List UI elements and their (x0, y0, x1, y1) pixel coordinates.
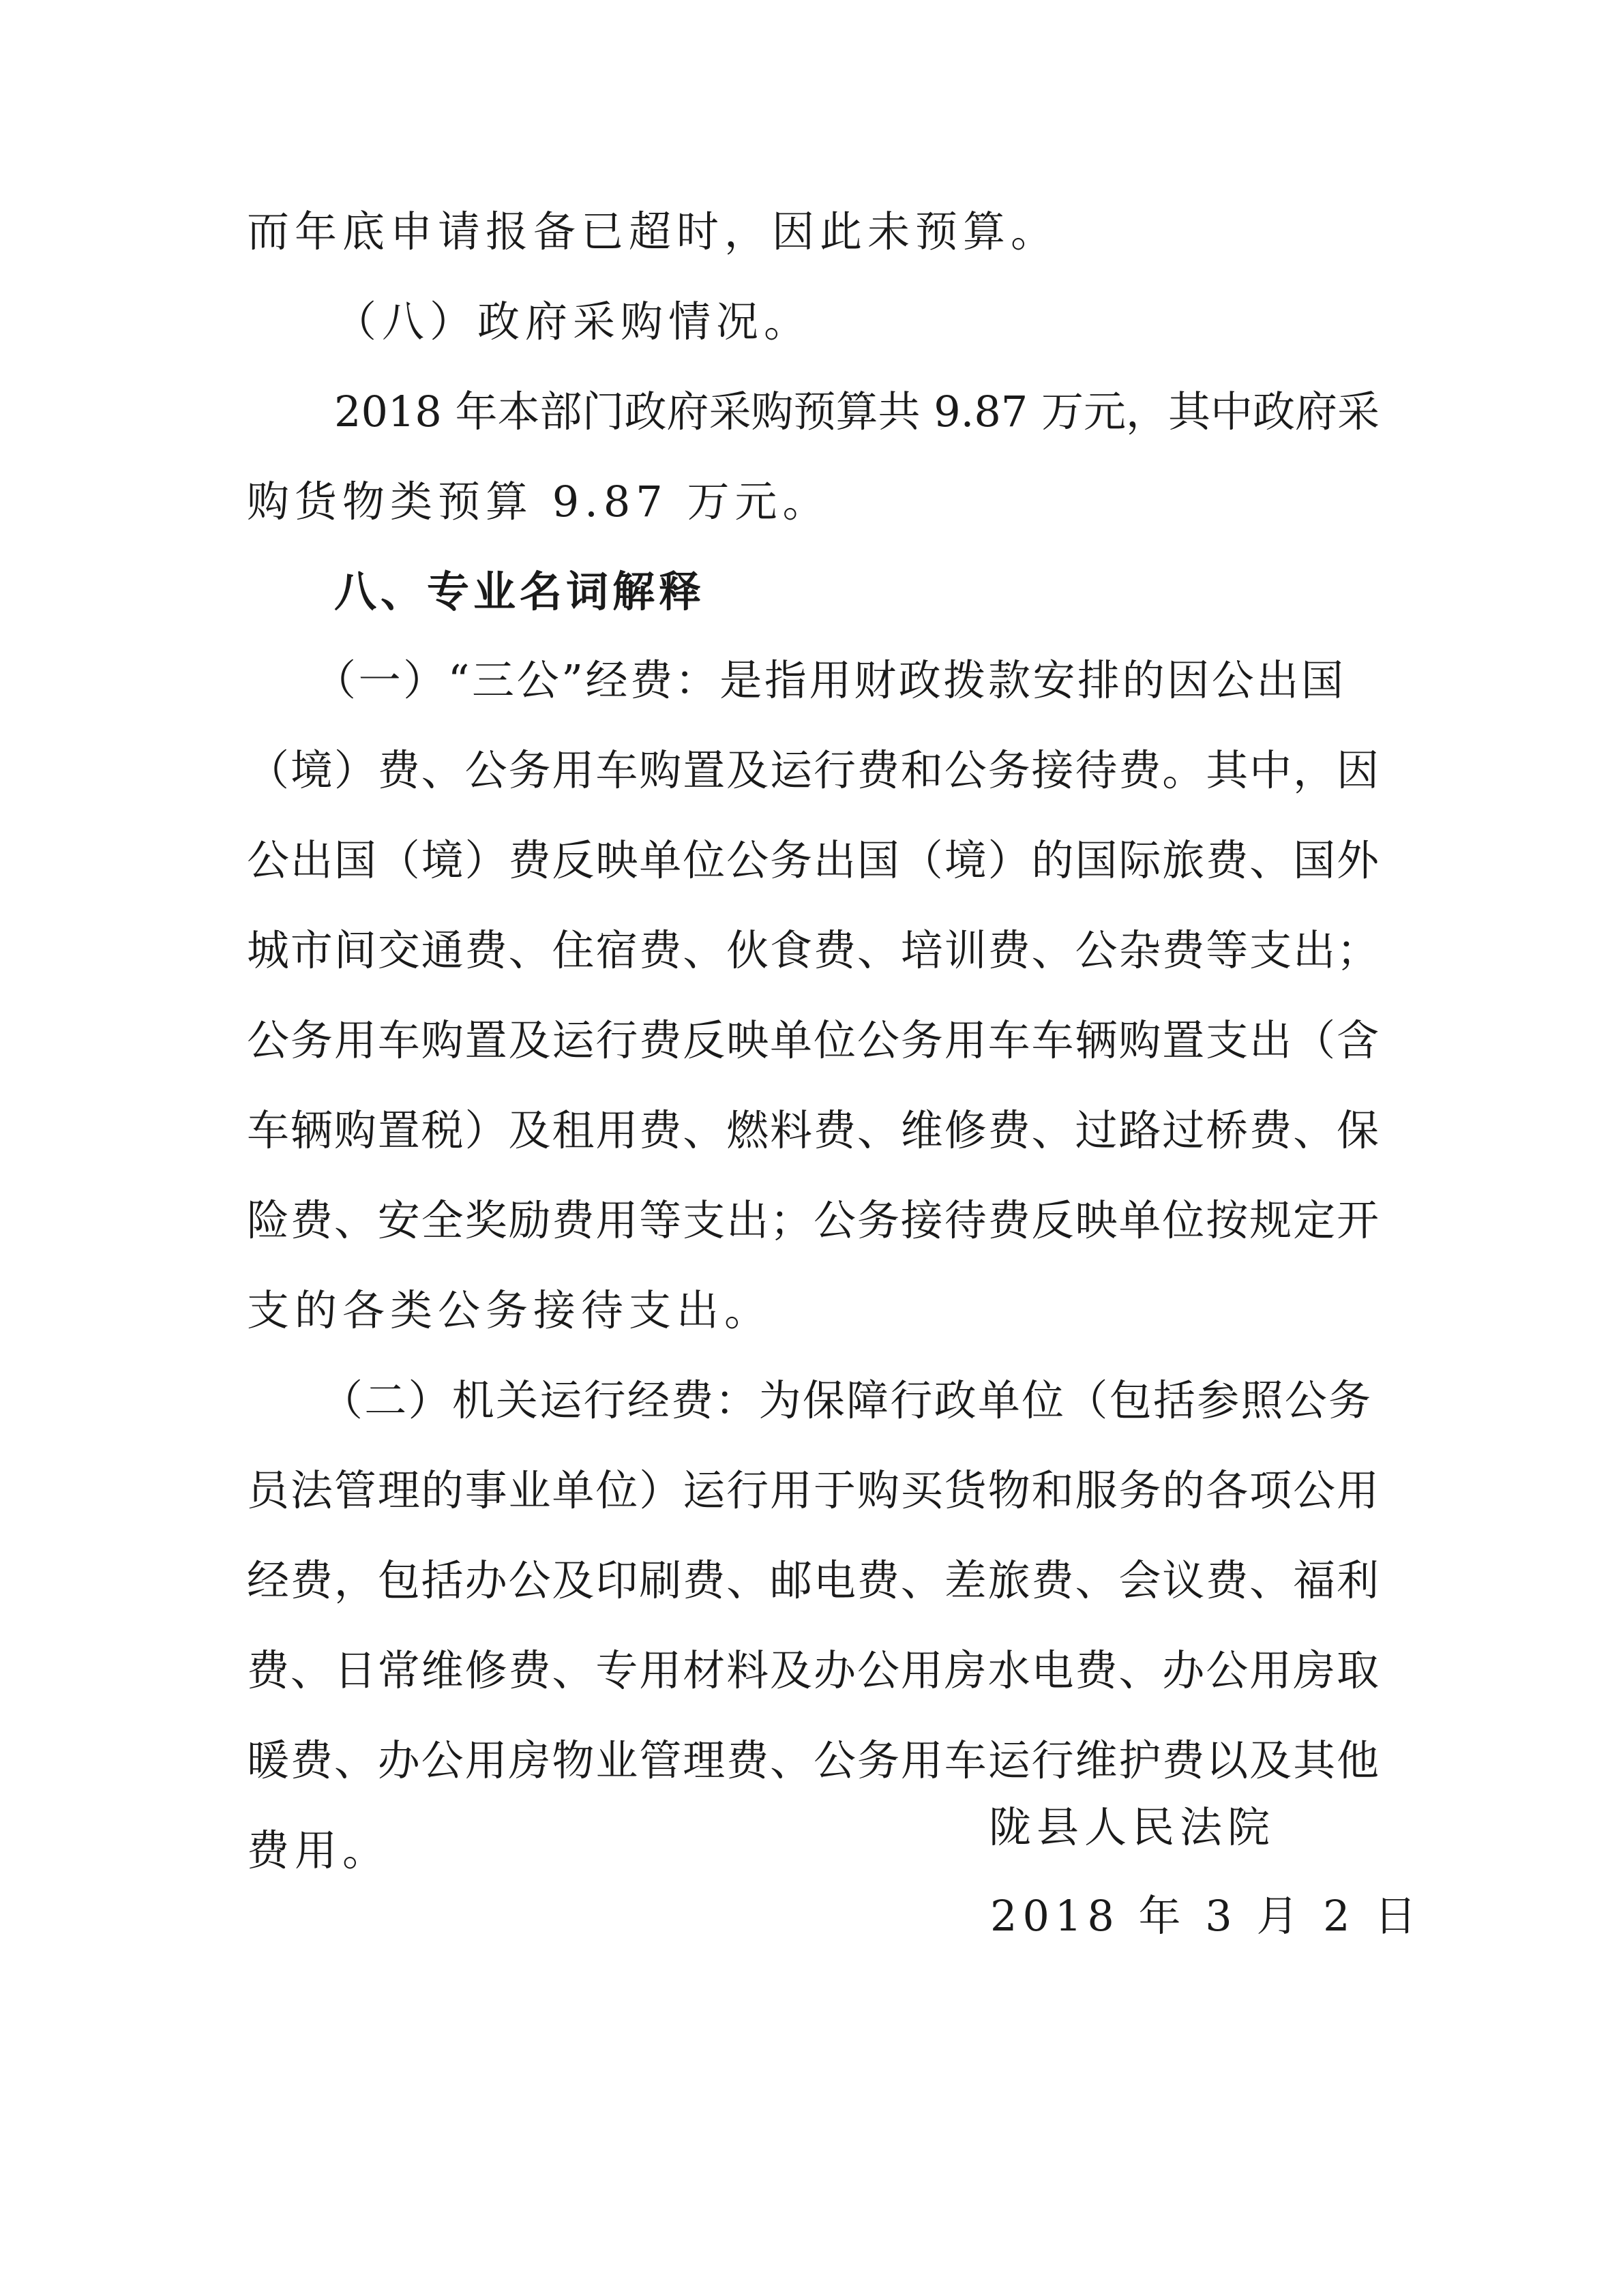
signature-date: 2018 年 3 月 2 日 (990, 1891, 1423, 1941)
procurement-paragraph-line-2: 购货物类预算 9.87 万元。 (247, 477, 831, 526)
procurement-paragraph-line-1: 2018 年本部门政府采购预算共 9.87 万元，其中政府采 (334, 387, 1380, 436)
glossary-item-1-line-1: （一）“三公”经费：是指用财政拨款安排的因公出国 (314, 655, 1343, 705)
section-title-glossary: 八、专业名词解释 (334, 567, 706, 616)
glossary-item-2-line-5: 暖费、办公用房物业管理费、公务用车运行维护费以及其他 (247, 1735, 1379, 1785)
glossary-item-1-line-7: 险费、安全奖励费用等支出；公务接待费反映单位按规定开 (247, 1195, 1379, 1245)
glossary-item-1-line-8: 支的各类公务接待支出。 (247, 1285, 773, 1335)
glossary-item-2-line-6: 费用。 (247, 1825, 391, 1875)
glossary-item-1-line-5: 公务用车购置及运行费反映单位公务用车车辆购置支出（含 (247, 1015, 1379, 1065)
glossary-item-1-line-2: （境）费、公务用车购置及运行费和公务接待费。其中，因 (247, 745, 1379, 795)
glossary-item-1-line-3: 公出国（境）费反映单位公务出国（境）的国际旅费、国外 (247, 835, 1379, 885)
glossary-item-2-line-4: 费、日常维修费、专用材料及办公用房水电费、办公用房取 (247, 1645, 1379, 1695)
glossary-item-1-line-4: 城市间交通费、住宿费、伙食费、培训费、公杂费等支出； (247, 925, 1379, 975)
signature-organization: 陇县人民法院 (989, 1802, 1276, 1852)
glossary-item-2-line-1: （二）机关运行经费：为保障行政单位（包括参照公务 (321, 1375, 1371, 1425)
glossary-item-1-line-6: 车辆购置税）及租用费、燃料费、维修费、过路过桥费、保 (247, 1105, 1379, 1155)
glossary-item-2-line-2: 员法管理的事业单位）运行用于购买货物和服务的各项公用 (247, 1465, 1379, 1515)
section-heading-procurement: （八）政府采购情况。 (334, 297, 812, 346)
paragraph-continuation-line: 而年底申请报备已超时，因此未预算。 (247, 207, 1059, 256)
glossary-item-2-line-3: 经费，包括办公及印刷费、邮电费、差旅费、会议费、福利 (247, 1555, 1379, 1605)
